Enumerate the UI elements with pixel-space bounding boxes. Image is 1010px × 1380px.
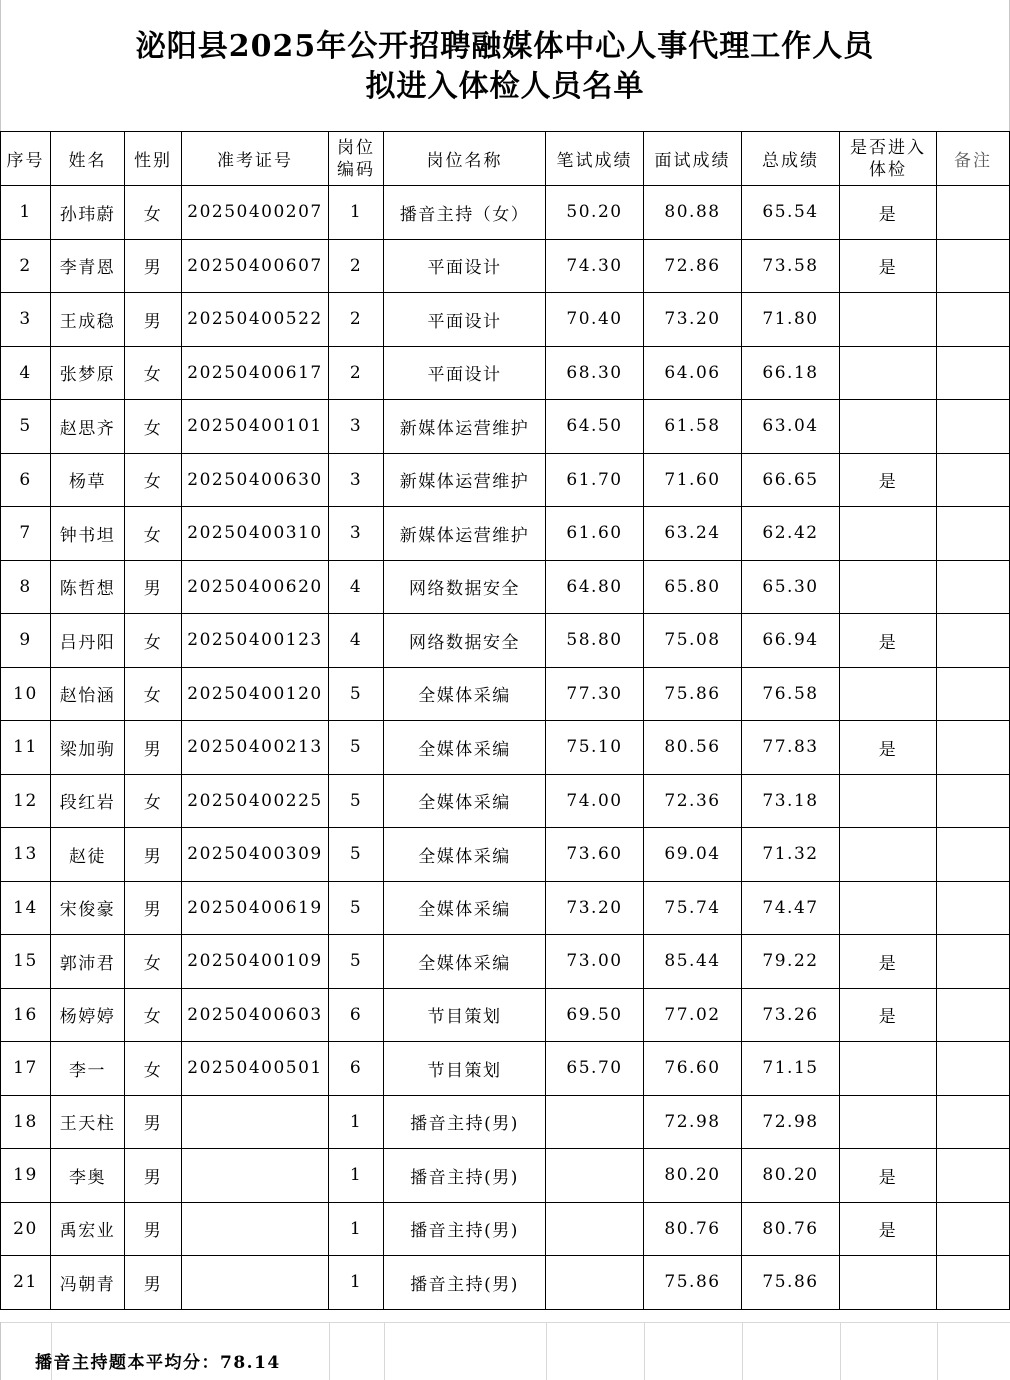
cell-total: 76.58 (742, 667, 840, 721)
cell-written (546, 1256, 644, 1310)
cell-post-name: 节目策划 (384, 1042, 546, 1096)
cell-written: 64.50 (546, 400, 644, 454)
cell-total: 80.20 (742, 1149, 840, 1203)
cell-post-name: 播音主持(男) (384, 1149, 546, 1203)
cell-seq: 12 (1, 774, 51, 828)
cell-physical (840, 881, 937, 935)
cell-seq: 7 (1, 507, 51, 561)
cell-written: 74.00 (546, 774, 644, 828)
cell-post-code: 6 (329, 988, 384, 1042)
cell-physical: 是 (840, 453, 937, 507)
cell-gender: 女 (125, 1042, 182, 1096)
cell-written (546, 1149, 644, 1203)
candidate-table (0, 131, 1010, 1310)
cell-remark (937, 1202, 1010, 1256)
cell-total: 79.22 (742, 935, 840, 989)
table-row (1, 1149, 1010, 1203)
cell-physical (840, 400, 937, 454)
table-body (1, 186, 1010, 1310)
cell-post-code: 6 (329, 1042, 384, 1096)
cell-post-name: 播音主持(男) (384, 1202, 546, 1256)
cell-post-code: 5 (329, 667, 384, 721)
table-row (1, 774, 1010, 828)
cell-interview: 65.80 (644, 560, 742, 614)
cell-gender: 女 (125, 400, 182, 454)
cell-post-name: 全媒体采编 (384, 935, 546, 989)
cell-gender: 女 (125, 453, 182, 507)
cell-gender: 男 (125, 1149, 182, 1203)
cell-interview: 72.98 (644, 1095, 742, 1149)
cell-interview: 80.76 (644, 1202, 742, 1256)
table-row (1, 186, 1010, 240)
document-title-block (0, 0, 1010, 131)
cell-physical: 是 (840, 1149, 937, 1203)
header-post-name: 岗位名称 (384, 132, 546, 186)
cell-exam-no: 20250400607 (182, 239, 329, 293)
footer-area (0, 1322, 1010, 1380)
cell-interview: 69.04 (644, 828, 742, 882)
cell-total: 72.98 (742, 1095, 840, 1149)
cell-physical: 是 (840, 721, 937, 775)
cell-exam-no: 20250400225 (182, 774, 329, 828)
cell-name: 禹宏业 (51, 1202, 125, 1256)
cell-interview: 75.08 (644, 614, 742, 668)
cell-name: 冯朝青 (51, 1256, 125, 1310)
cell-written: 69.50 (546, 988, 644, 1042)
cell-remark (937, 1042, 1010, 1096)
cell-interview: 76.60 (644, 1042, 742, 1096)
cell-post-code: 2 (329, 293, 384, 347)
cell-written (546, 1095, 644, 1149)
cell-written: 74.30 (546, 239, 644, 293)
cell-written: 61.70 (546, 453, 644, 507)
header-seq: 序号 (1, 132, 51, 186)
cell-written: 50.20 (546, 186, 644, 240)
footer-gridline (644, 1322, 645, 1380)
cell-post-name: 播音主持(男) (384, 1095, 546, 1149)
cell-gender: 男 (125, 293, 182, 347)
footer-gridline (329, 1322, 330, 1380)
cell-post-name: 全媒体采编 (384, 667, 546, 721)
cell-physical (840, 667, 937, 721)
cell-remark (937, 1149, 1010, 1203)
cell-name: 宋俊豪 (51, 881, 125, 935)
cell-remark (937, 721, 1010, 775)
cell-post-name: 网络数据安全 (384, 560, 546, 614)
cell-post-name: 播音主持（女） (384, 186, 546, 240)
document-subtitle: 拟进入体检人员名单 (365, 69, 645, 104)
header-remark: 备注 (937, 132, 1010, 186)
cell-name: 李一 (51, 1042, 125, 1096)
cell-remark (937, 774, 1010, 828)
header-written: 笔试成绩 (546, 132, 644, 186)
cell-exam-no: 20250400207 (182, 186, 329, 240)
cell-interview: 75.86 (644, 1256, 742, 1310)
cell-written: 64.80 (546, 560, 644, 614)
cell-remark (937, 828, 1010, 882)
cell-exam-no: 20250400120 (182, 667, 329, 721)
cell-post-name: 新媒体运营维护 (384, 507, 546, 561)
cell-post-code: 5 (329, 828, 384, 882)
header-physical-line1: 是否进入 (850, 137, 926, 158)
footer-gridline (546, 1322, 547, 1380)
cell-remark (937, 1256, 1010, 1310)
cell-gender: 男 (125, 239, 182, 293)
cell-name: 王天柱 (51, 1095, 125, 1149)
cell-remark (937, 239, 1010, 293)
cell-gender: 女 (125, 988, 182, 1042)
cell-name: 王成稳 (51, 293, 125, 347)
cell-name: 张梦原 (51, 346, 125, 400)
cell-exam-no: 20250400501 (182, 1042, 329, 1096)
header-physical-line2: 体检 (869, 159, 907, 180)
cell-total: 66.94 (742, 614, 840, 668)
cell-name: 梁加驹 (51, 721, 125, 775)
document-title: 泌阳县2025年公开招聘融媒体中心人事代理工作人员 (135, 29, 875, 64)
cell-physical (840, 828, 937, 882)
cell-exam-no: 20250400522 (182, 293, 329, 347)
cell-written: 70.40 (546, 293, 644, 347)
table-row (1, 881, 1010, 935)
cell-total: 74.47 (742, 881, 840, 935)
header-post-code-line1: 岗位 (337, 137, 375, 158)
table-row (1, 1256, 1010, 1310)
cell-total: 66.65 (742, 453, 840, 507)
cell-seq: 15 (1, 935, 51, 989)
cell-seq: 21 (1, 1256, 51, 1310)
cell-remark (937, 453, 1010, 507)
header-post-code-line2: 编码 (337, 159, 375, 180)
table-row (1, 239, 1010, 293)
cell-post-name: 新媒体运营维护 (384, 400, 546, 454)
table-row (1, 560, 1010, 614)
cell-total: 71.32 (742, 828, 840, 882)
table-row (1, 400, 1010, 454)
cell-interview: 64.06 (644, 346, 742, 400)
cell-interview: 75.74 (644, 881, 742, 935)
cell-total: 73.18 (742, 774, 840, 828)
cell-interview: 77.02 (644, 988, 742, 1042)
cell-seq: 19 (1, 1149, 51, 1203)
table-row (1, 293, 1010, 347)
cell-exam-no: 20250400309 (182, 828, 329, 882)
cell-post-code: 1 (329, 186, 384, 240)
cell-seq: 20 (1, 1202, 51, 1256)
cell-name: 赵怡涵 (51, 667, 125, 721)
cell-post-code: 1 (329, 1202, 384, 1256)
cell-physical (840, 1042, 937, 1096)
cell-post-code: 3 (329, 453, 384, 507)
cell-physical: 是 (840, 935, 937, 989)
cell-post-code: 2 (329, 346, 384, 400)
cell-written: 68.30 (546, 346, 644, 400)
cell-remark (937, 881, 1010, 935)
table-row (1, 1095, 1010, 1149)
cell-gender: 女 (125, 774, 182, 828)
cell-seq: 4 (1, 346, 51, 400)
cell-post-name: 网络数据安全 (384, 614, 546, 668)
cell-name: 孙玮蔚 (51, 186, 125, 240)
cell-post-name: 全媒体采编 (384, 828, 546, 882)
cell-name: 陈哲想 (51, 560, 125, 614)
cell-seq: 1 (1, 186, 51, 240)
cell-total: 66.18 (742, 346, 840, 400)
header-interview: 面试成绩 (644, 132, 742, 186)
cell-seq: 13 (1, 828, 51, 882)
cell-post-name: 全媒体采编 (384, 721, 546, 775)
table-row (1, 614, 1010, 668)
cell-physical: 是 (840, 1202, 937, 1256)
table-row (1, 1042, 1010, 1096)
cell-gender: 女 (125, 614, 182, 668)
cell-name: 吕丹阳 (51, 614, 125, 668)
cell-seq: 9 (1, 614, 51, 668)
cell-total: 73.26 (742, 988, 840, 1042)
table-row (1, 1202, 1010, 1256)
cell-post-code: 3 (329, 507, 384, 561)
cell-remark (937, 346, 1010, 400)
cell-post-code: 4 (329, 614, 384, 668)
table-row (1, 453, 1010, 507)
cell-post-code: 1 (329, 1256, 384, 1310)
cell-physical (840, 346, 937, 400)
cell-post-code: 3 (329, 400, 384, 454)
cell-post-code: 2 (329, 239, 384, 293)
header-total: 总成绩 (742, 132, 840, 186)
footer-gridline (1, 1322, 1010, 1323)
cell-exam-no (182, 1149, 329, 1203)
cell-exam-no (182, 1256, 329, 1310)
cell-physical: 是 (840, 988, 937, 1042)
cell-post-name: 新媒体运营维护 (384, 453, 546, 507)
cell-interview: 80.20 (644, 1149, 742, 1203)
cell-exam-no: 20250400109 (182, 935, 329, 989)
table-row (1, 935, 1010, 989)
cell-interview: 63.24 (644, 507, 742, 561)
cell-total: 71.80 (742, 293, 840, 347)
table-row (1, 988, 1010, 1042)
cell-gender: 男 (125, 1256, 182, 1310)
cell-exam-no: 20250400123 (182, 614, 329, 668)
cell-total: 65.30 (742, 560, 840, 614)
cell-name: 段红岩 (51, 774, 125, 828)
table-row (1, 721, 1010, 775)
cell-interview: 75.86 (644, 667, 742, 721)
cell-interview: 73.20 (644, 293, 742, 347)
cell-remark (937, 667, 1010, 721)
cell-seq: 5 (1, 400, 51, 454)
cell-remark (937, 507, 1010, 561)
cell-written (546, 1202, 644, 1256)
cell-seq: 3 (1, 293, 51, 347)
cell-total: 63.04 (742, 400, 840, 454)
cell-gender: 男 (125, 1095, 182, 1149)
cell-written: 61.60 (546, 507, 644, 561)
cell-written: 73.00 (546, 935, 644, 989)
cell-total: 77.83 (742, 721, 840, 775)
cell-exam-no (182, 1202, 329, 1256)
cell-total: 73.58 (742, 239, 840, 293)
cell-exam-no: 20250400603 (182, 988, 329, 1042)
cell-total: 80.76 (742, 1202, 840, 1256)
cell-seq: 10 (1, 667, 51, 721)
table-row (1, 828, 1010, 882)
cell-gender: 女 (125, 507, 182, 561)
cell-physical (840, 507, 937, 561)
cell-gender: 男 (125, 881, 182, 935)
cell-written: 58.80 (546, 614, 644, 668)
cell-exam-no: 20250400630 (182, 453, 329, 507)
cell-post-name: 节目策划 (384, 988, 546, 1042)
cell-interview: 80.88 (644, 186, 742, 240)
cell-name: 李奥 (51, 1149, 125, 1203)
cell-total: 65.54 (742, 186, 840, 240)
cell-post-name: 平面设计 (384, 293, 546, 347)
cell-post-name: 全媒体采编 (384, 774, 546, 828)
cell-physical (840, 560, 937, 614)
footer-gridline (742, 1322, 743, 1380)
cell-interview: 61.58 (644, 400, 742, 454)
cell-written: 65.70 (546, 1042, 644, 1096)
cell-name: 赵徒 (51, 828, 125, 882)
average-score-note: 播音主持题本平均分：78.14 (35, 1353, 281, 1373)
cell-gender: 女 (125, 935, 182, 989)
cell-exam-no: 20250400617 (182, 346, 329, 400)
cell-total: 62.42 (742, 507, 840, 561)
cell-post-code: 5 (329, 935, 384, 989)
cell-interview: 71.60 (644, 453, 742, 507)
cell-exam-no: 20250400619 (182, 881, 329, 935)
cell-gender: 女 (125, 346, 182, 400)
cell-interview: 72.86 (644, 239, 742, 293)
cell-exam-no: 20250400213 (182, 721, 329, 775)
cell-physical (840, 1095, 937, 1149)
cell-physical: 是 (840, 614, 937, 668)
cell-gender: 男 (125, 828, 182, 882)
cell-post-code: 1 (329, 1149, 384, 1203)
cell-remark (937, 988, 1010, 1042)
cell-written: 73.20 (546, 881, 644, 935)
header-exam-no: 准考证号 (182, 132, 329, 186)
cell-written: 77.30 (546, 667, 644, 721)
cell-post-name: 全媒体采编 (384, 881, 546, 935)
cell-name: 杨草 (51, 453, 125, 507)
cell-interview: 80.56 (644, 721, 742, 775)
cell-gender: 男 (125, 560, 182, 614)
cell-exam-no: 20250400620 (182, 560, 329, 614)
cell-post-name: 平面设计 (384, 239, 546, 293)
cell-seq: 2 (1, 239, 51, 293)
cell-name: 李青恩 (51, 239, 125, 293)
cell-gender: 男 (125, 721, 182, 775)
cell-gender: 女 (125, 186, 182, 240)
table-row (1, 507, 1010, 561)
cell-post-code: 5 (329, 721, 384, 775)
cell-remark (937, 614, 1010, 668)
header-row (1, 132, 1010, 186)
cell-seq: 8 (1, 560, 51, 614)
cell-physical (840, 293, 937, 347)
cell-seq: 17 (1, 1042, 51, 1096)
header-physical (840, 132, 937, 186)
cell-seq: 16 (1, 988, 51, 1042)
cell-total: 71.15 (742, 1042, 840, 1096)
cell-remark (937, 560, 1010, 614)
cell-remark (937, 293, 1010, 347)
table-row (1, 667, 1010, 721)
cell-remark (937, 1095, 1010, 1149)
header-gender: 性别 (125, 132, 182, 186)
header-post-code (329, 132, 384, 186)
cell-physical (840, 1256, 937, 1310)
cell-written: 73.60 (546, 828, 644, 882)
cell-remark (937, 186, 1010, 240)
cell-name: 赵思齐 (51, 400, 125, 454)
cell-exam-no: 20250400101 (182, 400, 329, 454)
cell-post-code: 5 (329, 881, 384, 935)
cell-name: 杨婷婷 (51, 988, 125, 1042)
cell-post-code: 5 (329, 774, 384, 828)
cell-gender: 男 (125, 1202, 182, 1256)
cell-name: 钟书坦 (51, 507, 125, 561)
cell-gender: 女 (125, 667, 182, 721)
cell-physical: 是 (840, 239, 937, 293)
table-row (1, 346, 1010, 400)
cell-exam-no: 20250400310 (182, 507, 329, 561)
cell-remark (937, 400, 1010, 454)
footer-gridline (384, 1322, 385, 1380)
cell-post-code: 1 (329, 1095, 384, 1149)
cell-physical (840, 774, 937, 828)
cell-total: 75.86 (742, 1256, 840, 1310)
footer-gridline (840, 1322, 841, 1380)
cell-seq: 18 (1, 1095, 51, 1149)
cell-seq: 6 (1, 453, 51, 507)
cell-remark (937, 935, 1010, 989)
cell-post-code: 4 (329, 560, 384, 614)
cell-exam-no (182, 1095, 329, 1149)
cell-seq: 11 (1, 721, 51, 775)
cell-seq: 14 (1, 881, 51, 935)
cell-physical: 是 (840, 186, 937, 240)
cell-interview: 85.44 (644, 935, 742, 989)
cell-written: 75.10 (546, 721, 644, 775)
cell-post-name: 播音主持(男) (384, 1256, 546, 1310)
cell-post-name: 平面设计 (384, 346, 546, 400)
footer-gridline (937, 1322, 938, 1380)
cell-interview: 72.36 (644, 774, 742, 828)
cell-name: 郭沛君 (51, 935, 125, 989)
header-name: 姓名 (51, 132, 125, 186)
